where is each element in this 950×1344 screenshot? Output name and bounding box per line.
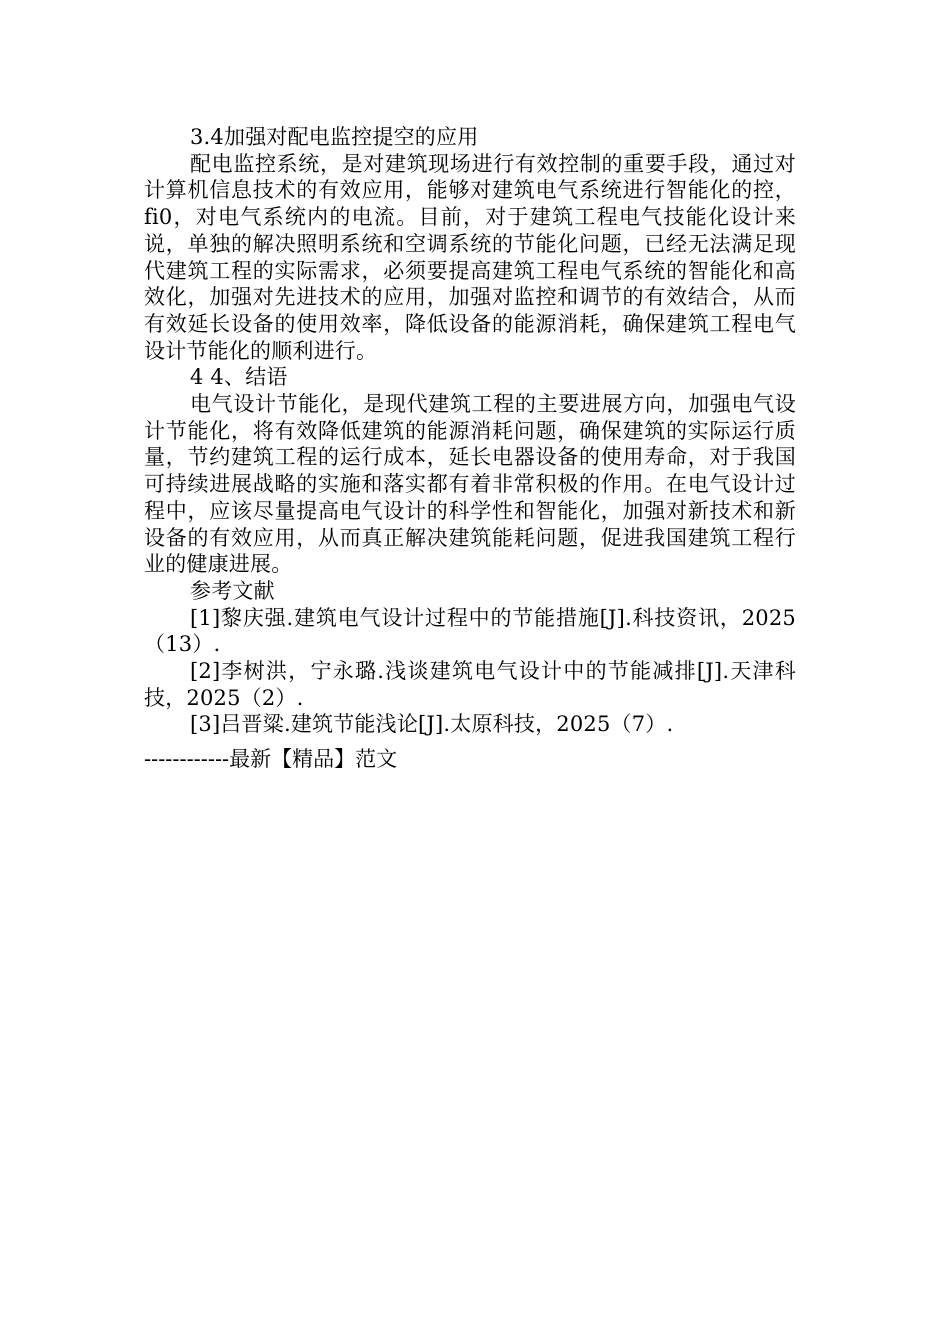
references-heading: 参考文献 [190, 578, 275, 603]
section-paragraph-3-4: 配电监控系统，是对建筑现场进行有效控制的重要手段，通过对计算机信息技术的有效应用，能够对建筑电气系统进行智能化的控，fi0，对电气系统内的电流。目前，对于建筑工程电气技能化设计来说，单独的解决照明系统和空调系统的节能化问题，已经无法满足现代建筑工程的实际需求，必须要提高建筑工程电气系统的智能化和高效化，加强对先进技术的应用，加强对监控和调节的有效结合，从而有效延长设备的使用效率，降低设备的能源消耗，确保建筑工程电气设计节能化的顺利进行。 [144, 151, 796, 363]
document-body [144, 124, 796, 738]
reference-item-2: [2]李树洪，宁永璐.浅谈建筑电气设计中的节能减排[J].天津科技，2025（2）. [144, 659, 796, 710]
section-heading-3-4: 3.4加强对配电监控提空的应用 [190, 125, 479, 149]
footer-text: ------------最新【精品】范文 [144, 747, 398, 771]
reference-item-3: [3]吕晋粱.建筑节能浅论[J].太原科技，2025（7）. [190, 712, 674, 737]
reference-item-1: [1]黎庆强.建筑电气设计过程中的节能措施[J].科技资讯，2025（13）. [144, 605, 796, 657]
section-paragraph-conclusion: 电气设计节能化，是现代建筑工程的主要进展方向，加强电气设计节能化，将有效降低建筑的能源消耗问题，确保建筑的实际运行质量，节约建筑工程的运行成本，延长电器设备的使用寿命，对于我国可持续进展战略的实施和落实都有着非常积极的作用。在电气设计过程中，应该尽量提高电气设计的科学性和智能化，加强对新技术和新设备的有效应用，从而真正解决建筑能耗问题，促进我国建筑工程行业的健康进展。 [144, 392, 796, 577]
section-heading-conclusion: 4 4、结语 [190, 365, 288, 390]
